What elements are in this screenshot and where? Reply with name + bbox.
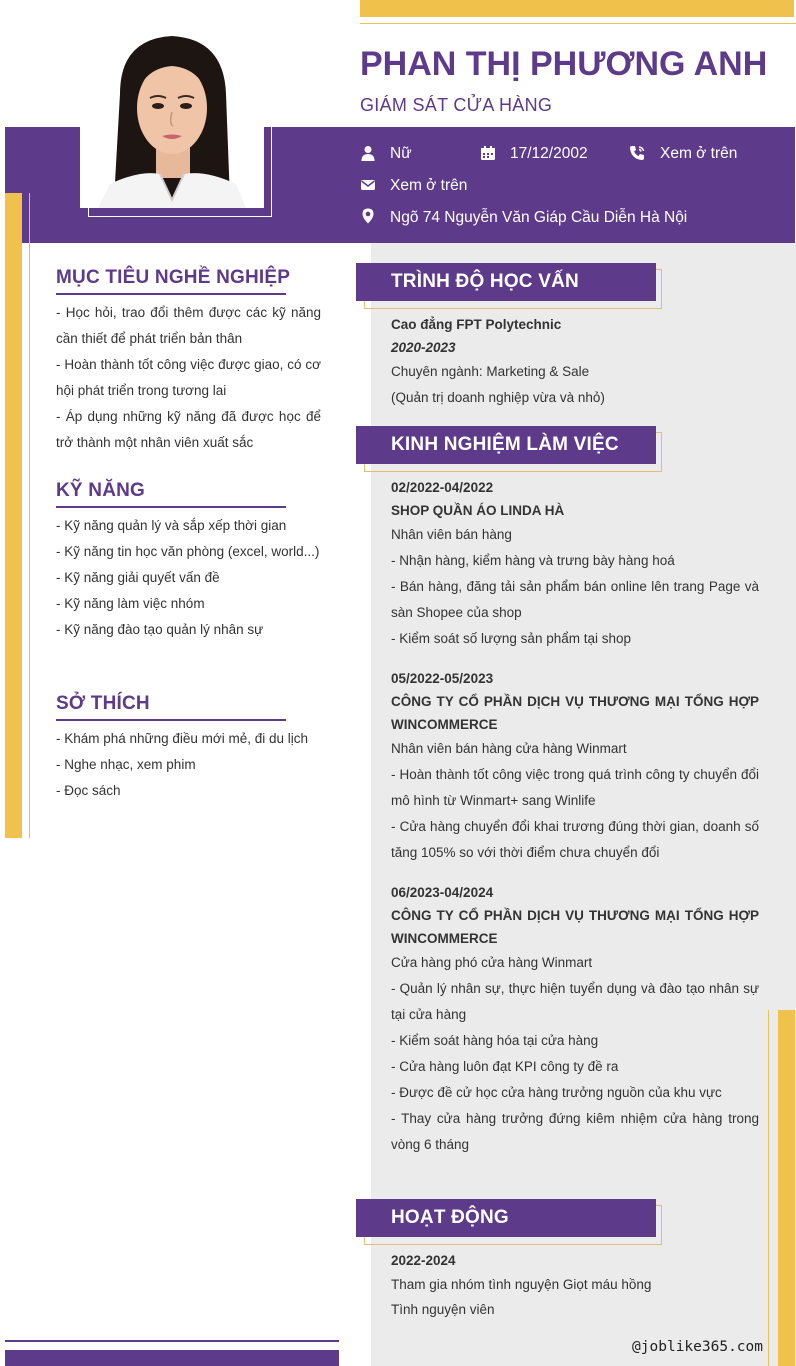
list-item: - Kỹ năng đào tạo quản lý nhân sự: [56, 622, 264, 637]
activities-body: [391, 1249, 759, 1322]
job-task: - Bán hàng, đăng tải sản phẩm bán online lên trang Page và sàn Shopee của shop: [391, 579, 759, 620]
calendar-icon: [480, 145, 496, 161]
job-position: Cửa hàng phó cửa hàng Winmart: [391, 955, 593, 970]
avatar: [80, 24, 264, 208]
objective-list: [56, 300, 321, 456]
hobbies-title: SỞ THÍCH: [56, 693, 150, 714]
job-task: - Cửa hàng chuyển đổi khai trương đúng thời gian, doanh số tăng 105% so với thời điểm chưa chuyển đổi: [391, 819, 759, 860]
skills-title: KỸ NĂNG: [56, 480, 146, 501]
right-accent-line: [768, 1010, 769, 1366]
skills-underline: [56, 506, 286, 508]
education-body: [391, 313, 759, 411]
job-period: 06/2023-04/2024: [391, 885, 494, 900]
job-entry: [391, 881, 759, 1158]
job-task: - Kiểm soát hàng hóa tại cửa hàng: [391, 1033, 599, 1048]
activity-line: Tình nguyện viên: [391, 1302, 495, 1317]
list-item: - Hoàn thành tốt công việc được giao, có cơ hội phát triển trong tương lai: [56, 357, 321, 398]
hobbies-underline: [56, 719, 286, 721]
gender-value: Nữ: [390, 145, 412, 162]
top-accent-line: [360, 23, 796, 24]
envelope-icon: [360, 177, 376, 193]
activity-line: Tham gia nhóm tình nguyện Giọt máu hồng: [391, 1277, 652, 1292]
job-position: Nhân viên bán hàng: [391, 527, 512, 542]
education-major-detail: (Quản trị doanh nghiệp vừa và nhỏ): [391, 390, 605, 405]
objective-title: MỤC TIÊU NGHỀ NGHIỆP: [56, 267, 291, 288]
right-accent-bar: [778, 1010, 795, 1366]
watermark: @joblike365.com: [632, 1339, 763, 1355]
list-item: - Kỹ năng tin học văn phòng (excel, world...): [56, 544, 320, 559]
job-company: SHOP QUẦN ÁO LINDA HÀ: [391, 503, 565, 518]
objective-underline: [56, 293, 286, 295]
job-task: - Được đề cử học cửa hàng trưởng nguồn của khu vực: [391, 1085, 722, 1100]
job-period: 02/2022-04/2022: [391, 480, 494, 495]
job-entry: [391, 476, 759, 652]
hobbies-list: [56, 726, 321, 804]
bottom-accent-line: [5, 1340, 339, 1342]
education-title: TRÌNH ĐỘ HỌC VẤN: [391, 271, 579, 292]
job-position: Nhân viên bán hàng cửa hàng Winmart: [391, 741, 627, 756]
location-pin-icon: [360, 208, 376, 224]
phone-icon: [629, 145, 645, 161]
job-task: - Thay cửa hàng trưởng đứng kiêm nhiệm cửa hàng trong vòng 6 tháng: [391, 1111, 759, 1152]
school-name: Cao đẳng FPT Polytechnic: [391, 317, 562, 332]
address-value: Ngõ 74 Nguyễn Văn Giáp Cầu Diễn Hà Nội: [390, 209, 688, 226]
skills-list: [56, 513, 321, 643]
list-item: - Áp dụng những kỹ năng đã được học để trở thành một nhân viên xuất sắc: [56, 409, 321, 450]
top-accent-bar: [360, 0, 794, 17]
job-task: - Cửa hàng luôn đạt KPI công ty đề ra: [391, 1059, 619, 1074]
education-major: Chuyên ngành: Marketing & Sale: [391, 364, 590, 379]
education-years: 2020-2023: [391, 340, 456, 355]
job-company: CÔNG TY CỔ PHẦN DỊCH VỤ THƯƠNG MẠI TỔNG HỢP WINCOMMERCE: [391, 908, 759, 946]
left-accent-line: [29, 193, 30, 838]
user-icon: [360, 145, 376, 161]
dob-value: 17/12/2002: [510, 145, 588, 162]
list-item: - Nghe nhạc, xem phim: [56, 757, 196, 772]
activity-period: 2022-2024: [391, 1253, 456, 1268]
list-item: - Kỹ năng làm việc nhóm: [56, 596, 205, 611]
list-item: - Học hỏi, trao đổi thêm được các kỹ năng cần thiết để phát triển bản thân: [56, 305, 321, 346]
phone-value: Xem ở trên: [660, 145, 738, 162]
bottom-accent-bar: [5, 1350, 339, 1366]
job-task: - Quản lý nhân sự, thực hiện tuyển dụng và đào tạo nhân sự tại cửa hàng: [391, 981, 759, 1022]
job-task: - Nhận hàng, kiểm hàng và trưng bày hàng hoá: [391, 553, 675, 568]
job-entry: [391, 667, 759, 866]
list-item: - Kỹ năng giải quyết vấn đề: [56, 570, 220, 585]
list-item: - Kỹ năng quản lý và sắp xếp thời gian: [56, 518, 287, 533]
list-item: - Đọc sách: [56, 783, 121, 798]
job-task: - Hoàn thành tốt công việc trong quá trình công ty chuyển đổi mô hình từ Winmart+ sang Winlife: [391, 767, 759, 808]
list-item: - Khám phá những điều mới mẻ, đi du lịch: [56, 731, 309, 746]
job-company: CÔNG TY CỔ PHẦN DỊCH VỤ THƯƠNG MẠI TỔNG HỢP WINCOMMERCE: [391, 694, 759, 732]
email-value: Xem ở trên: [390, 177, 468, 194]
full-name: PHAN THỊ PHƯƠNG ANH: [360, 45, 768, 83]
activities-title: HOẠT ĐỘNG: [391, 1207, 509, 1228]
job-task: - Kiểm soát số lượng sản phẩm tại shop: [391, 631, 632, 646]
job-title: GIÁM SÁT CỬA HÀNG: [360, 95, 553, 115]
experience-title: KINH NGHIỆM LÀM VIỆC: [391, 434, 619, 455]
job-period: 05/2022-05/2023: [391, 671, 494, 686]
left-accent-bar: [5, 193, 22, 838]
